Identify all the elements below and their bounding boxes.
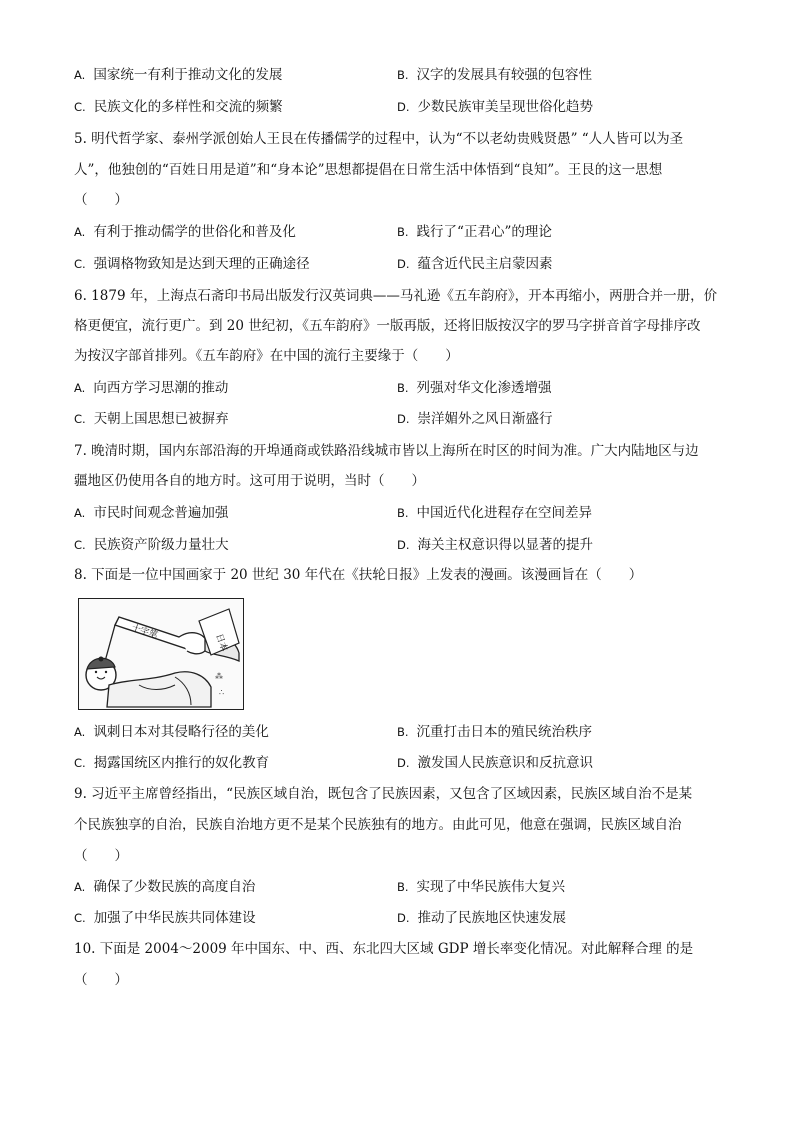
- q8-option-c[interactable]: C. 揭露国统区内推行的奴化教育: [74, 755, 270, 771]
- book-label: 日本: [213, 632, 229, 653]
- q5-stem-line-2: 人”，他独创的“百姓日用是道”和“身本论”思想都提倡在日常生活中体悟到“良知”。王艮的这一思想: [74, 162, 663, 178]
- q9-option-b[interactable]: B. 实现了中华民族伟大复兴: [397, 879, 566, 895]
- q4-option-b[interactable]: B. 汉字的发展具有较强的包容性: [397, 67, 593, 83]
- q9-option-a[interactable]: A. 确保了少数民族的高度自治: [74, 879, 256, 895]
- q6-option-c[interactable]: C. 天朝上国思想已被摒弃: [74, 411, 229, 427]
- svg-text:∴: ∴: [219, 688, 225, 697]
- q5-option-b[interactable]: B. 践行了“正君心”的理论: [397, 224, 552, 240]
- q9-option-d[interactable]: D. 推动了民族地区快速发展: [397, 910, 567, 926]
- q7-option-a[interactable]: A. 市民时间观念普遍加强: [74, 505, 229, 521]
- q8-stem-line-1: 8. 下面是一位中国画家于 20 世纪 30 年代在《扶轮日报》上发表的漫画。该漫画旨在（ ）: [74, 567, 643, 583]
- q10-stem-line-1: 10. 下面是 2004～2009 年中国东、中、西、东北四大区域 GDP 增长率变化情况。对此解释合理 的是: [74, 941, 694, 957]
- q5-option-c[interactable]: C. 强调格物致知是达到天理的正确途径: [74, 256, 310, 272]
- q6-option-d[interactable]: D. 崇洋媚外之风日渐盛行: [397, 411, 553, 427]
- q7-stem-line-2: 疆地区仍使用各自的地方时。这可用于说明，当时（ ）: [74, 473, 425, 489]
- q5-stem-line-3: （ ）: [74, 192, 128, 208]
- q9-stem-line-1: 9. 习近平主席曾经指出，“民族区域自治，既包含了民族因素，又包含了区域因素，民族区域自治不是某: [74, 786, 693, 802]
- q7-option-c[interactable]: C. 民族资产阶级力量壮大: [74, 537, 229, 553]
- pen-label: 十字笔: [130, 623, 159, 642]
- q9-stem-line-2: 个民族独享的自治，民族自治地方更不是某个民族独有的地方。由此可见，他意在强调，民族区域自治: [74, 817, 682, 833]
- q10-stem-line-2: （ ）: [74, 972, 128, 988]
- q7-option-b[interactable]: B. 中国近代化进程存在空间差异: [397, 505, 593, 521]
- q6-stem-line-3: 为按汉字部首排列。《五车韵府》在中国的流行主要缘于（ ）: [74, 348, 459, 364]
- q6-stem-line-1: 6. 1879 年，上海点石斋印书局出版发行汉英词典——马礼逊《五车韵府》，开本再缩小，两册合并一册，价: [74, 288, 718, 304]
- q7-stem-line-1: 7. 晚清时期，国内东部沿海的开埠通商或铁路沿线城市皆以上海所在时区的时间为准。广大内陆地区与边: [74, 443, 699, 459]
- hand-shape: [179, 633, 207, 654]
- q6-option-b[interactable]: B. 列强对华文化渗透增强: [397, 380, 552, 396]
- q9-option-c[interactable]: C. 加强了中华民族共同体建设: [74, 910, 256, 926]
- q8-option-b[interactable]: B. 沉重打击日本的殖民统治秩序: [397, 724, 593, 740]
- q7-option-d[interactable]: D. 海关主权意识得以显著的提升: [397, 537, 594, 553]
- q4-option-c[interactable]: C. 民族文化的多样性和交流的频繁: [74, 99, 283, 115]
- q8-option-d[interactable]: D. 激发国人民族意识和反抗意识: [397, 755, 594, 771]
- q6-option-a[interactable]: A. 向西方学习思潮的推动: [74, 380, 229, 396]
- q8-option-a[interactable]: A. 讽刺日本对其侵略行径的美化: [74, 724, 269, 740]
- q9-stem-line-3: （ ）: [74, 848, 128, 864]
- cartoon-image: [78, 598, 244, 710]
- q5-option-a[interactable]: A. 有利于推动儒学的世俗化和普及化: [74, 224, 296, 240]
- q6-stem-line-2: 格更便宜，流行更广。到 20 世纪初，《五车韵府》一版再版，还将旧版按汉字的罗马字拼音首字母排序改: [74, 318, 701, 334]
- q4-option-d[interactable]: D. 少数民族审美呈现世俗化趋势: [397, 99, 594, 115]
- cartoon-drawing: [79, 599, 242, 708]
- q5-stem-line-1: 5. 明代哲学家、泰州学派创始人王艮在传播儒学的过程中，认为“不以老幼贵贱贤愚” “人人皆可以为圣: [74, 131, 684, 147]
- svg-text:⁂: ⁂: [215, 672, 223, 681]
- q4-option-a[interactable]: A. 国家统一有利于推动文化的发展: [74, 67, 283, 83]
- q5-option-d[interactable]: D. 蕴含近代民主启蒙因素: [397, 256, 553, 272]
